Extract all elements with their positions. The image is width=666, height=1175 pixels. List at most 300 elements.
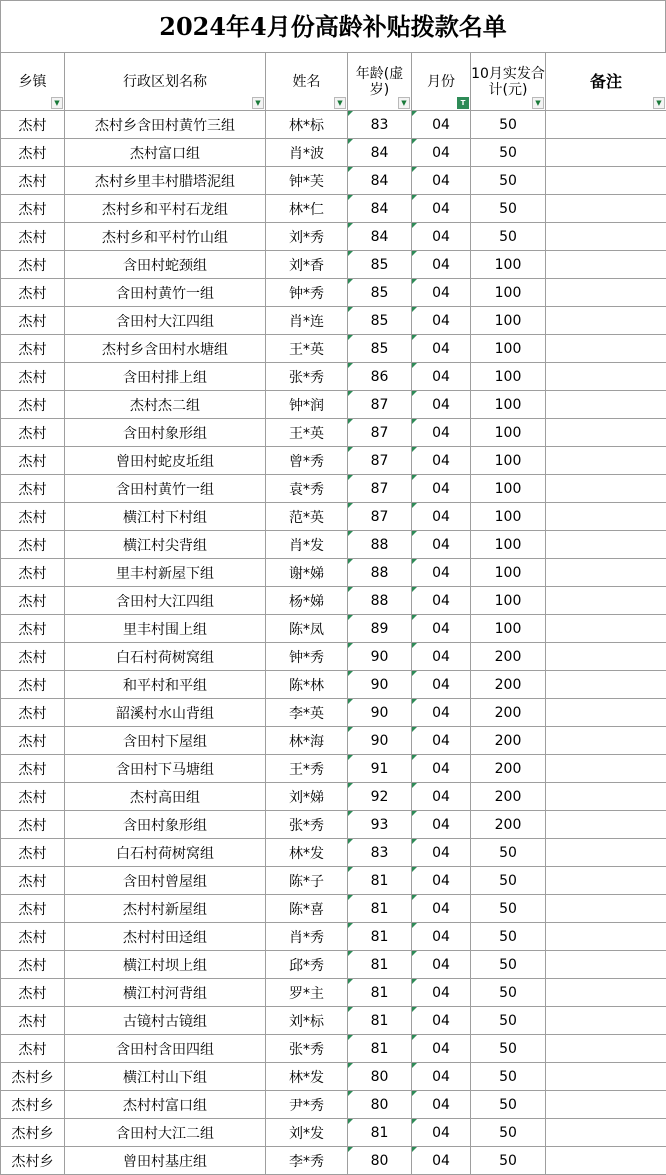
cell-town[interactable]: [1, 755, 65, 783]
cell-town[interactable]: [1, 671, 65, 699]
cell-name-text: 钟*秀: [289, 285, 324, 302]
cell-amount[interactable]: [471, 867, 546, 895]
cell-town[interactable]: [1, 167, 65, 195]
cell-village[interactable]: [65, 811, 266, 839]
cell-name[interactable]: [266, 1119, 348, 1147]
cell-amount[interactable]: [471, 307, 546, 335]
cell-name[interactable]: [266, 643, 348, 671]
cell-age[interactable]: [348, 1035, 412, 1063]
cell-village[interactable]: [65, 1119, 266, 1147]
cell-note[interactable]: [546, 1119, 666, 1147]
cell-name[interactable]: [266, 363, 348, 391]
cell-name-text: 王*英: [289, 341, 324, 358]
cell-age[interactable]: [348, 279, 412, 307]
table-row: [1, 531, 666, 559]
cell-month[interactable]: [412, 979, 471, 1007]
table-row: [1, 895, 666, 923]
cell-name[interactable]: [266, 895, 348, 923]
cell-age[interactable]: [348, 223, 412, 251]
cell-note[interactable]: [546, 139, 666, 167]
cell-town[interactable]: [1, 279, 65, 307]
cell-age[interactable]: [348, 923, 412, 951]
cell-name[interactable]: [266, 307, 348, 335]
cell-marker-icon: [348, 923, 353, 928]
cell-month[interactable]: [412, 755, 471, 783]
cell-name[interactable]: [266, 839, 348, 867]
cell-note[interactable]: [546, 419, 666, 447]
cell-month[interactable]: [412, 811, 471, 839]
cell-note[interactable]: [546, 923, 666, 951]
cell-month[interactable]: [412, 643, 471, 671]
cell-town[interactable]: [1, 335, 65, 363]
cell-amount[interactable]: [471, 979, 546, 1007]
cell-note[interactable]: [546, 251, 666, 279]
cell-village[interactable]: [65, 307, 266, 335]
cell-age[interactable]: [348, 979, 412, 1007]
cell-month[interactable]: [412, 139, 471, 167]
cell-month[interactable]: [412, 1091, 471, 1119]
cell-age[interactable]: [348, 139, 412, 167]
cell-name-text: 尹*秀: [289, 1097, 324, 1114]
cell-note[interactable]: [546, 1091, 666, 1119]
cell-amount[interactable]: [471, 671, 546, 699]
cell-name[interactable]: [266, 559, 348, 587]
cell-town[interactable]: [1, 251, 65, 279]
table-row: [1, 671, 666, 699]
cell-village-text: 横江村坝上组: [123, 957, 207, 974]
cell-age[interactable]: [348, 559, 412, 587]
cell-town[interactable]: [1, 559, 65, 587]
cell-name[interactable]: [266, 923, 348, 951]
cell-note[interactable]: [546, 559, 666, 587]
cell-amount[interactable]: [471, 727, 546, 755]
cell-age[interactable]: [348, 895, 412, 923]
cell-amount[interactable]: [471, 1063, 546, 1091]
cell-month[interactable]: [412, 503, 471, 531]
cell-name[interactable]: [266, 1091, 348, 1119]
filter-dropdown-icon[interactable]: ▼: [532, 97, 544, 109]
cell-note[interactable]: [546, 307, 666, 335]
cell-town[interactable]: [1, 1147, 65, 1175]
cell-town[interactable]: [1, 1091, 65, 1119]
cell-village[interactable]: [65, 923, 266, 951]
cell-town[interactable]: [1, 419, 65, 447]
cell-note[interactable]: [546, 475, 666, 503]
cell-month[interactable]: [412, 615, 471, 643]
cell-name[interactable]: [266, 1063, 348, 1091]
cell-amount[interactable]: [471, 531, 546, 559]
cell-town[interactable]: [1, 447, 65, 475]
cell-town[interactable]: [1, 727, 65, 755]
cell-name[interactable]: [266, 335, 348, 363]
cell-age[interactable]: [348, 195, 412, 223]
cell-month[interactable]: [412, 251, 471, 279]
cell-age[interactable]: [348, 1063, 412, 1091]
cell-village[interactable]: [65, 111, 266, 139]
cell-month[interactable]: [412, 951, 471, 979]
cell-note[interactable]: [546, 839, 666, 867]
cell-amount[interactable]: [471, 895, 546, 923]
cell-village[interactable]: [65, 895, 266, 923]
cell-amount[interactable]: [471, 167, 546, 195]
cell-name[interactable]: [266, 867, 348, 895]
cell-month[interactable]: [412, 1035, 471, 1063]
filter-dropdown-icon[interactable]: ▼: [252, 97, 264, 109]
cell-age[interactable]: [348, 503, 412, 531]
cell-town-text: 杰村: [18, 565, 47, 582]
cell-age[interactable]: [348, 867, 412, 895]
cell-note[interactable]: [546, 363, 666, 391]
cell-town[interactable]: [1, 391, 65, 419]
cell-name[interactable]: [266, 223, 348, 251]
cell-note[interactable]: [546, 111, 666, 139]
cell-village[interactable]: [65, 951, 266, 979]
cell-month[interactable]: [412, 727, 471, 755]
cell-town[interactable]: [1, 951, 65, 979]
cell-name[interactable]: [266, 279, 348, 307]
cell-note[interactable]: [546, 195, 666, 223]
cell-village[interactable]: [65, 587, 266, 615]
cell-name[interactable]: [266, 195, 348, 223]
cell-name[interactable]: [266, 979, 348, 1007]
cell-amount[interactable]: [471, 587, 546, 615]
cell-age[interactable]: [348, 643, 412, 671]
cell-town[interactable]: [1, 1119, 65, 1147]
cell-village[interactable]: [65, 643, 266, 671]
cell-name[interactable]: [266, 251, 348, 279]
cell-month[interactable]: [412, 1007, 471, 1035]
cell-name[interactable]: [266, 587, 348, 615]
cell-town[interactable]: [1, 783, 65, 811]
cell-village[interactable]: [65, 867, 266, 895]
cell-town[interactable]: [1, 531, 65, 559]
cell-amount[interactable]: [471, 839, 546, 867]
cell-amount[interactable]: [471, 755, 546, 783]
cell-note[interactable]: [546, 867, 666, 895]
cell-month[interactable]: [412, 475, 471, 503]
cell-town[interactable]: [1, 139, 65, 167]
cell-village[interactable]: [65, 419, 266, 447]
cell-marker-icon: [348, 531, 353, 536]
cell-village[interactable]: [65, 251, 266, 279]
cell-age[interactable]: [348, 671, 412, 699]
cell-village[interactable]: [65, 699, 266, 727]
cell-amount[interactable]: [471, 1119, 546, 1147]
cell-amount[interactable]: [471, 363, 546, 391]
cell-name[interactable]: [266, 811, 348, 839]
cell-name[interactable]: [266, 755, 348, 783]
cell-village[interactable]: [65, 615, 266, 643]
cell-note[interactable]: [546, 167, 666, 195]
filter-active-icon[interactable]: T: [457, 97, 469, 109]
cell-name[interactable]: [266, 475, 348, 503]
cell-town[interactable]: [1, 307, 65, 335]
cell-amount-text: 50: [499, 116, 517, 133]
cell-name[interactable]: [266, 727, 348, 755]
cell-village-text: 曾田村蛇皮坵组: [116, 453, 214, 470]
cell-amount[interactable]: [471, 139, 546, 167]
cell-age[interactable]: [348, 167, 412, 195]
cell-town[interactable]: [1, 811, 65, 839]
cell-age[interactable]: [348, 783, 412, 811]
cell-town[interactable]: [1, 587, 65, 615]
cell-town[interactable]: [1, 223, 65, 251]
cell-amount[interactable]: [471, 391, 546, 419]
cell-age[interactable]: [348, 419, 412, 447]
cell-age[interactable]: [348, 251, 412, 279]
cell-age[interactable]: [348, 839, 412, 867]
cell-month[interactable]: [412, 1119, 471, 1147]
cell-amount[interactable]: [471, 279, 546, 307]
cell-amount[interactable]: [471, 559, 546, 587]
cell-age[interactable]: [348, 951, 412, 979]
cell-note[interactable]: [546, 979, 666, 1007]
cell-month[interactable]: [412, 279, 471, 307]
cell-note[interactable]: [546, 1063, 666, 1091]
cell-amount[interactable]: [471, 811, 546, 839]
cell-amount[interactable]: [471, 923, 546, 951]
cell-village[interactable]: [65, 1007, 266, 1035]
cell-name-text: 肖*波: [289, 145, 324, 162]
cell-village[interactable]: [65, 979, 266, 1007]
cell-village[interactable]: [65, 1091, 266, 1119]
cell-age[interactable]: [348, 699, 412, 727]
cell-note[interactable]: [546, 643, 666, 671]
cell-amount[interactable]: [471, 1147, 546, 1175]
cell-month[interactable]: [412, 391, 471, 419]
cell-village[interactable]: [65, 783, 266, 811]
cell-month[interactable]: [412, 559, 471, 587]
cell-amount[interactable]: [471, 419, 546, 447]
cell-name[interactable]: [266, 951, 348, 979]
table-row: [1, 363, 666, 391]
cell-age[interactable]: [348, 755, 412, 783]
cell-note[interactable]: [546, 783, 666, 811]
cell-town[interactable]: [1, 839, 65, 867]
cell-age[interactable]: [348, 615, 412, 643]
cell-age-text: 88: [370, 592, 389, 609]
cell-note[interactable]: [546, 279, 666, 307]
cell-amount[interactable]: [471, 335, 546, 363]
cell-age[interactable]: [348, 1091, 412, 1119]
cell-name[interactable]: [266, 167, 348, 195]
cell-marker-icon: [348, 1035, 353, 1040]
cell-amount[interactable]: [471, 783, 546, 811]
cell-note[interactable]: [546, 699, 666, 727]
cell-note[interactable]: [546, 335, 666, 363]
cell-month[interactable]: [412, 699, 471, 727]
cell-note[interactable]: [546, 755, 666, 783]
cell-note[interactable]: [546, 615, 666, 643]
table-row: [1, 615, 666, 643]
cell-note[interactable]: [546, 671, 666, 699]
cell-village[interactable]: [65, 391, 266, 419]
cell-village[interactable]: [65, 195, 266, 223]
cell-month[interactable]: [412, 587, 471, 615]
cell-name[interactable]: [266, 671, 348, 699]
cell-marker-icon: [412, 1091, 417, 1096]
cell-amount[interactable]: [471, 475, 546, 503]
cell-village[interactable]: [65, 503, 266, 531]
cell-village[interactable]: [65, 559, 266, 587]
cell-note[interactable]: [546, 1035, 666, 1063]
cell-name[interactable]: [266, 1007, 348, 1035]
cell-town[interactable]: [1, 503, 65, 531]
cell-town[interactable]: [1, 699, 65, 727]
cell-marker-icon: [348, 811, 353, 816]
cell-village[interactable]: [65, 167, 266, 195]
cell-month[interactable]: [412, 671, 471, 699]
cell-name[interactable]: [266, 783, 348, 811]
cell-note[interactable]: [546, 1007, 666, 1035]
cell-month[interactable]: [412, 783, 471, 811]
table-row: [1, 111, 666, 139]
filter-dropdown-icon[interactable]: ▼: [398, 97, 410, 109]
cell-village[interactable]: [65, 279, 266, 307]
cell-note[interactable]: [546, 223, 666, 251]
cell-name[interactable]: [266, 531, 348, 559]
cell-name[interactable]: [266, 699, 348, 727]
cell-age[interactable]: [348, 447, 412, 475]
cell-village[interactable]: [65, 755, 266, 783]
cell-village[interactable]: [65, 727, 266, 755]
cell-village[interactable]: [65, 335, 266, 363]
cell-village[interactable]: [65, 839, 266, 867]
cell-village[interactable]: [65, 139, 266, 167]
cell-amount[interactable]: [471, 615, 546, 643]
cell-age[interactable]: [348, 307, 412, 335]
cell-town[interactable]: [1, 1035, 65, 1063]
cell-name[interactable]: [266, 111, 348, 139]
filter-dropdown-icon[interactable]: ▼: [51, 97, 63, 109]
cell-age[interactable]: [348, 335, 412, 363]
cell-village[interactable]: [65, 475, 266, 503]
cell-amount[interactable]: [471, 251, 546, 279]
cell-age[interactable]: [348, 587, 412, 615]
cell-town[interactable]: [1, 475, 65, 503]
cell-note[interactable]: [546, 391, 666, 419]
cell-age[interactable]: [348, 391, 412, 419]
cell-amount[interactable]: [471, 447, 546, 475]
cell-age[interactable]: [348, 811, 412, 839]
cell-town[interactable]: [1, 111, 65, 139]
cell-village[interactable]: [65, 1035, 266, 1063]
cell-name[interactable]: [266, 1147, 348, 1175]
cell-month[interactable]: [412, 531, 471, 559]
cell-note[interactable]: [546, 895, 666, 923]
cell-amount[interactable]: [471, 503, 546, 531]
cell-village[interactable]: [65, 447, 266, 475]
cell-name[interactable]: [266, 1035, 348, 1063]
cell-month[interactable]: [412, 111, 471, 139]
cell-village[interactable]: [65, 223, 266, 251]
cell-name[interactable]: [266, 447, 348, 475]
cell-month[interactable]: [412, 923, 471, 951]
cell-note[interactable]: [546, 727, 666, 755]
cell-name[interactable]: [266, 503, 348, 531]
cell-town[interactable]: [1, 979, 65, 1007]
cell-note[interactable]: [546, 811, 666, 839]
cell-age[interactable]: [348, 363, 412, 391]
cell-note[interactable]: [546, 447, 666, 475]
cell-month[interactable]: [412, 1063, 471, 1091]
cell-village[interactable]: [65, 531, 266, 559]
cell-month[interactable]: [412, 1147, 471, 1175]
cell-amount[interactable]: [471, 1035, 546, 1063]
cell-town[interactable]: [1, 867, 65, 895]
cell-amount[interactable]: [471, 643, 546, 671]
cell-month[interactable]: [412, 363, 471, 391]
cell-age[interactable]: [348, 531, 412, 559]
cell-age[interactable]: [348, 1119, 412, 1147]
cell-note[interactable]: [546, 531, 666, 559]
cell-amount[interactable]: [471, 1007, 546, 1035]
cell-village[interactable]: [65, 671, 266, 699]
cell-town-text: 杰村: [18, 621, 47, 638]
cell-town[interactable]: [1, 895, 65, 923]
cell-town[interactable]: [1, 195, 65, 223]
cell-town[interactable]: [1, 615, 65, 643]
cell-amount-text: 100: [494, 536, 522, 553]
cell-village[interactable]: [65, 1063, 266, 1091]
cell-village[interactable]: [65, 1147, 266, 1175]
cell-amount[interactable]: [471, 951, 546, 979]
cell-month[interactable]: [412, 223, 471, 251]
cell-name[interactable]: [266, 615, 348, 643]
cell-note[interactable]: [546, 1147, 666, 1175]
cell-village[interactable]: [65, 363, 266, 391]
cell-age[interactable]: [348, 111, 412, 139]
cell-note[interactable]: [546, 503, 666, 531]
cell-month[interactable]: [412, 839, 471, 867]
cell-note[interactable]: [546, 951, 666, 979]
cell-name[interactable]: [266, 391, 348, 419]
cell-month-text: 04: [432, 928, 450, 945]
cell-amount[interactable]: [471, 1091, 546, 1119]
cell-age[interactable]: [348, 475, 412, 503]
cell-month[interactable]: [412, 867, 471, 895]
cell-month[interactable]: [412, 895, 471, 923]
cell-month[interactable]: [412, 307, 471, 335]
cell-age[interactable]: [348, 1007, 412, 1035]
table-row: [1, 1063, 666, 1091]
filter-dropdown-icon[interactable]: ▼: [334, 97, 346, 109]
cell-town-text: 杰村: [18, 677, 47, 694]
cell-town[interactable]: [1, 1007, 65, 1035]
cell-amount[interactable]: [471, 223, 546, 251]
cell-month[interactable]: [412, 447, 471, 475]
cell-month[interactable]: [412, 335, 471, 363]
cell-note[interactable]: [546, 587, 666, 615]
cell-age[interactable]: [348, 727, 412, 755]
cell-town[interactable]: [1, 1063, 65, 1091]
cell-town[interactable]: [1, 923, 65, 951]
cell-marker-icon: [412, 475, 417, 480]
cell-age[interactable]: [348, 1147, 412, 1175]
cell-month-text: 04: [432, 648, 450, 665]
cell-town[interactable]: [1, 643, 65, 671]
cell-name[interactable]: [266, 139, 348, 167]
cell-month[interactable]: [412, 195, 471, 223]
cell-month[interactable]: [412, 167, 471, 195]
cell-amount[interactable]: [471, 111, 546, 139]
cell-amount[interactable]: [471, 699, 546, 727]
cell-name[interactable]: [266, 419, 348, 447]
filter-dropdown-icon[interactable]: ▼: [653, 97, 665, 109]
cell-town[interactable]: [1, 363, 65, 391]
cell-amount[interactable]: [471, 195, 546, 223]
cell-month[interactable]: [412, 419, 471, 447]
